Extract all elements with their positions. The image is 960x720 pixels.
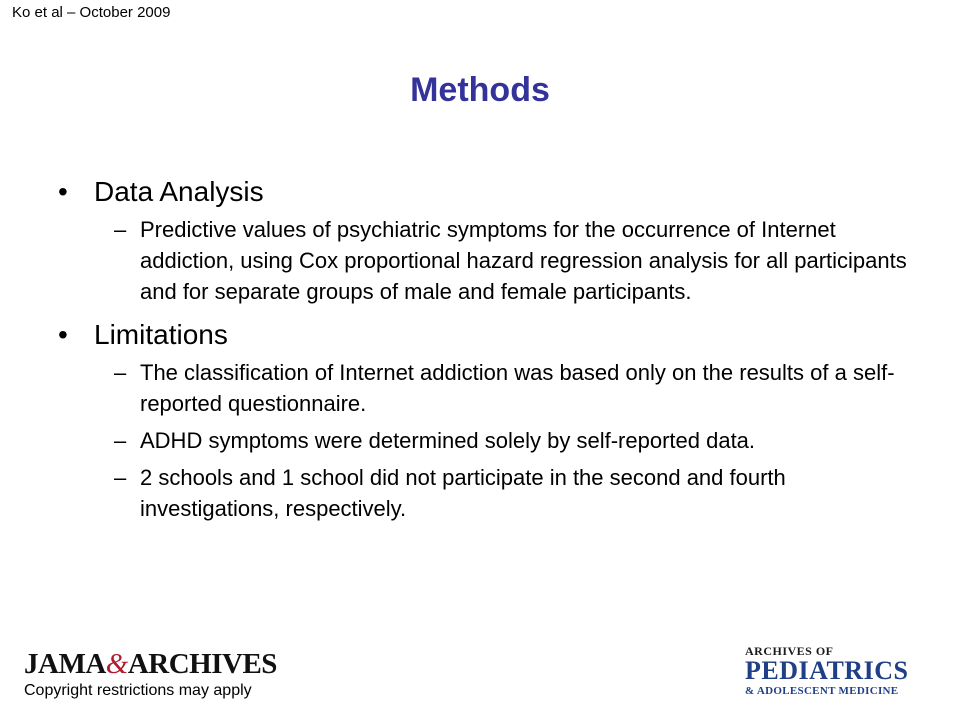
archives-pediatrics-logo xyxy=(745,645,950,698)
dash-marker: – xyxy=(114,360,127,385)
jama-archives-logo xyxy=(24,648,277,680)
bullet-marker: • xyxy=(58,176,68,207)
slide-title: Methods xyxy=(410,71,550,109)
sub-item xyxy=(58,462,908,524)
sub-item-text: ADHD symptoms were determined solely by self-reported data. xyxy=(140,428,756,453)
bullet-data-analysis xyxy=(58,174,908,210)
archives-logo-line2: PEDIATRICS xyxy=(745,656,909,685)
bullet-limitations xyxy=(58,317,908,353)
sub-item xyxy=(58,214,908,307)
dash-marker: – xyxy=(114,465,127,490)
data-analysis-items xyxy=(58,214,908,307)
sub-item xyxy=(58,425,908,456)
dash-marker: – xyxy=(114,428,127,453)
limitations-items xyxy=(58,357,908,524)
archives-logo-line3: & ADOLESCENT MEDICINE xyxy=(745,685,899,697)
jama-logo-part2: ARCHIVES xyxy=(127,648,277,680)
dash-marker: – xyxy=(114,217,127,242)
jama-logo-ampersand: & xyxy=(105,648,128,680)
sub-item-text: Predictive values of psychiatric symptoms for the occurrence of Internet addiction, using Cox proportional hazard regression analysis for all participants and for separate groups of male and female participants. xyxy=(140,217,907,304)
sub-item-text: The classification of Internet addiction was based only on the results of a self-reported questionnaire. xyxy=(140,360,895,416)
archives-logo-line1: ARCHIVES OF xyxy=(745,644,834,658)
bullet-marker: • xyxy=(58,319,68,350)
header-citation: Ko et al – October 2009 xyxy=(12,4,171,21)
jama-logo-part1: JAMA xyxy=(24,648,106,680)
copyright-notice: Copyright restrictions may apply xyxy=(24,682,252,699)
bullet-heading: Limitations xyxy=(94,319,228,350)
slide-content xyxy=(58,174,908,534)
sub-item xyxy=(58,357,908,419)
bullet-heading: Data Analysis xyxy=(94,176,264,207)
sub-item-text: 2 schools and 1 school did not participate in the second and fourth investigations, respectively. xyxy=(140,465,786,521)
